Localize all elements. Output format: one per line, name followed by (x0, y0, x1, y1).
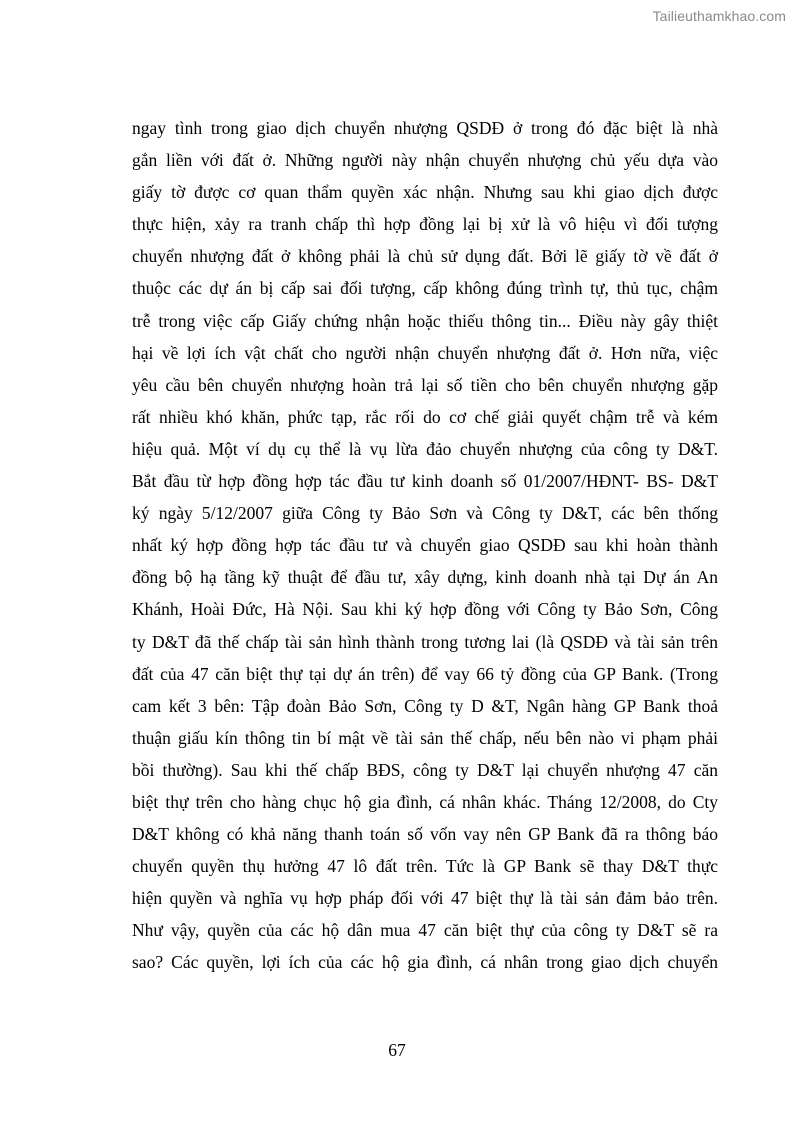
text-line: bồi thường). Sau khi thế chấp BĐS, công ty D&T lại chuyển nhượng 47 căn (132, 759, 718, 780)
text-line: biệt thự trên cho hàng chục hộ gia đình, cá nhân khác. Tháng 12/2008, do Cty (132, 791, 718, 812)
text-line: hiện quyền và nghĩa vụ hợp pháp đối với 47 biệt thự là tài sản đảm bảo trên. (132, 888, 718, 909)
text-line: hại về lợi ích vật chất cho người nhận chuyển nhượng đất ở. Hơn nữa, việc (132, 342, 718, 363)
text-line: ty D&T đã thế chấp tài sản hình thành trong tương lai (là QSDĐ và tài sản trên (132, 631, 718, 652)
text-line: cam kết 3 bên: Tập đoàn Bảo Sơn, Công ty D &T, Ngân hàng GP Bank thoả (132, 695, 718, 716)
text-line: chuyển quyền thụ hưởng 47 lô đất trên. Tức là GP Bank sẽ thay D&T thực (132, 856, 718, 877)
text-line: đồng bộ hạ tầng kỹ thuật để đầu tư, xây dựng, kinh doanh nhà tại Dự án An (132, 567, 718, 588)
text-line: ngay tình trong giao dịch chuyển nhượng QSDĐ ở trong đó đặc biệt là nhà (132, 118, 718, 138)
watermark-text: Tailieuthamkhao.com (652, 8, 786, 24)
text-line: giấy tờ được cơ quan thẩm quyền xác nhận. Nhưng sau khi giao dịch được (132, 182, 718, 203)
page-number: 67 (388, 1040, 406, 1060)
text-line: trễ trong việc cấp Giấy chứng nhận hoặc thiếu thông tin... Điều này gây thiệt (132, 310, 718, 331)
text-line: yêu cầu bên chuyển nhượng hoàn trả lại số tiền cho bên chuyển nhượng gặp (132, 374, 718, 395)
text-line: thuộc các dự án bị cấp sai đối tượng, cấp không đúng trình tự, thủ tục, chậm (132, 278, 718, 299)
text-line: đất của 47 căn biệt thự tại dự án trên) để vay 66 tỷ đồng của GP Bank. (Trong (132, 663, 718, 684)
text-line: chuyển nhượng đất ở không phải là chủ sử dụng đất. Bởi lẽ giấy tờ về đất ở (132, 246, 718, 267)
text-line: sao? Các quyền, lợi ích của các hộ gia đình, cá nhân trong giao dịch chuyển (132, 952, 718, 973)
text-line: Khánh, Hoài Đức, Hà Nội. Sau khi ký hợp đồng với Công ty Bảo Sơn, Công (132, 599, 718, 620)
text-line: ký ngày 5/12/2007 giữa Công ty Bảo Sơn và Công ty D&T, các bên thống (132, 503, 718, 524)
text-line: Như vậy, quyền của các hộ dân mua 47 căn biệt thự của công ty D&T sẽ ra (132, 920, 718, 941)
text-line: thuận giấu kín thông tin bí mật về tài sản thế chấp, nếu bên nào vi phạm phải (132, 727, 718, 748)
text-line: thực hiện, xảy ra tranh chấp thì hợp đồng lại bị xử là vô hiệu vì đối tượng (132, 214, 718, 235)
text-line: D&T không có khả năng thanh toán số vốn vay nên GP Bank đã ra thông báo (132, 824, 718, 845)
body-text (132, 112, 718, 979)
text-line: rất nhiều khó khăn, phức tạp, rắc rối do cơ chế giải quyết chậm trễ và kém (132, 406, 718, 427)
text-line: nhất ký hợp đồng hợp tác đầu tư và chuyển giao QSDĐ sau khi hoàn thành (132, 535, 718, 556)
text-line: hiệu quả. Một ví dụ cụ thể là vụ lừa đảo chuyển nhượng của công ty D&T. (132, 438, 718, 459)
text-line: gắn liền với đất ở. Những người này nhận chuyển nhượng chủ yếu dựa vào (132, 150, 718, 171)
text-line: Bắt đầu từ hợp đồng hợp tác đầu tư kinh doanh số 01/2007/HĐNT- BS- D&T (132, 471, 718, 492)
